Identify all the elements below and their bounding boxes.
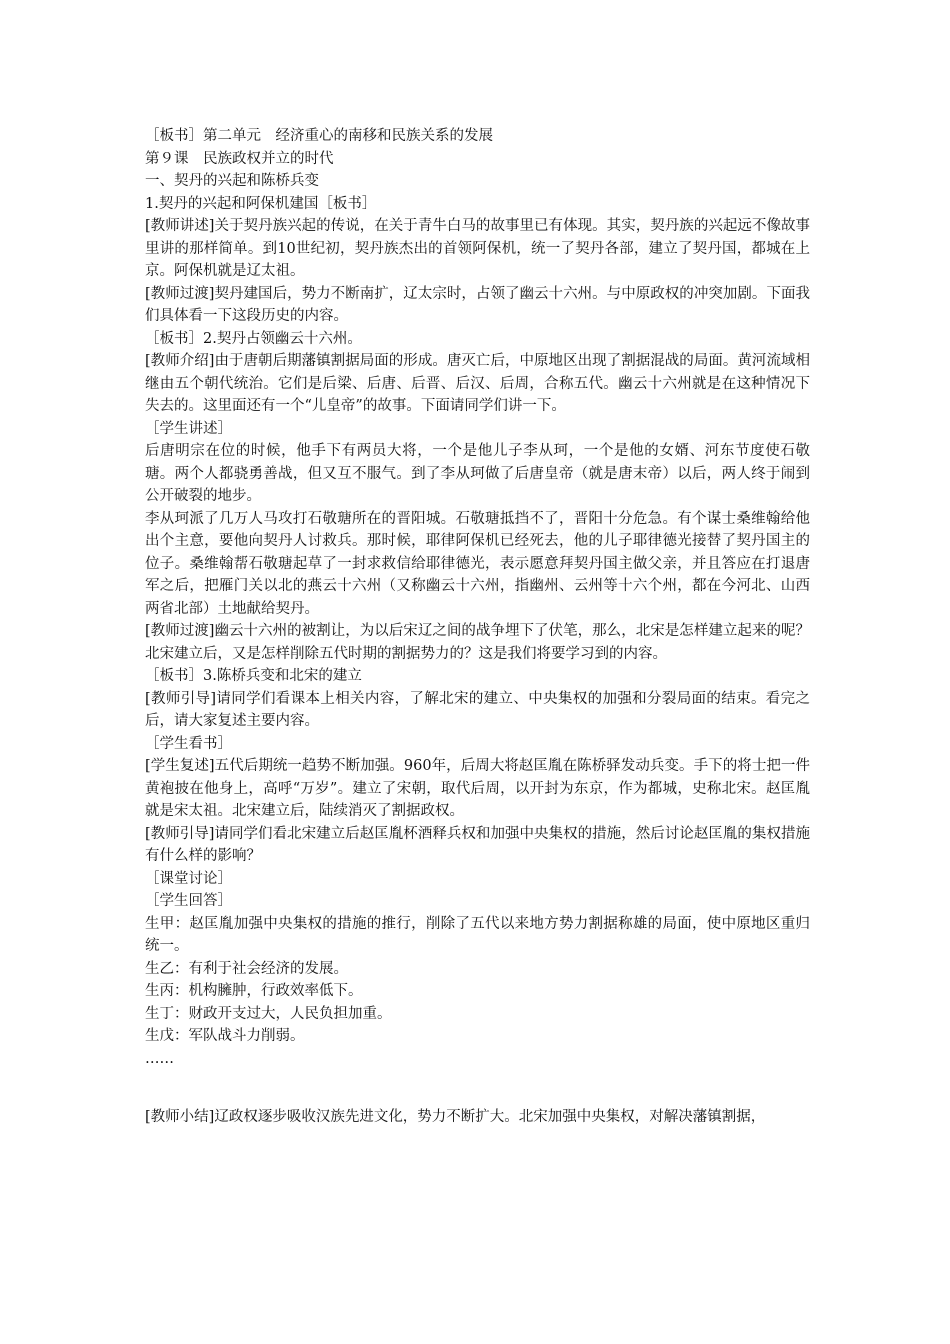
subsection-heading: ［板书］3.陈桥兵变和北宋的建立: [145, 668, 362, 684]
student-answer: 生戊：军队战斗力削弱。: [145, 1028, 305, 1044]
section-heading: 一、契丹的兴起和陈桥兵变: [145, 173, 319, 189]
board-unit-title: ［板书］第二单元 经济重心的南移和民族关系的发展: [145, 128, 493, 144]
teacher-summary: [教师小结]辽政权逐步吸收汉族先进文化，势力不断扩大。北宋加强中央集权，对解决藩镇割据，: [145, 1109, 766, 1125]
paragraph: [教师讲述]关于契丹族兴起的传说，在关于青牛白马的故事里已有体现。其实，契丹族的兴起远不像故事里讲的那样简单。到10世纪初，契丹族杰出的首领阿保机，统一了契丹各部，建立了契丹国，都城在上京。阿保机就是辽太祖。: [145, 218, 810, 279]
student-answer: 生甲：赵匡胤加强中央集权的措施的推行，削除了五代以来地方势力割据称雄的局面，使中原地区重归统一。: [145, 915, 810, 954]
paragraph: [教师过渡]幽云十六州的被割让，为以后宋辽之间的战争埋下了伏笔，那么，北宋是怎样建立起来的呢？北宋建立后，又是怎样削除五代时期的割据势力的？这是我们将要学习到的内容。: [145, 623, 810, 662]
document-page: [145, 125, 810, 1129]
paragraph: [教师引导]请同学们看北宋建立后赵匡胤杯酒释兵权和加强中央集权的措施，然后讨论赵匡胤的集权措施有什么样的影响？: [145, 825, 810, 864]
student-answer: 生乙：有利于社会经济的发展。: [145, 960, 348, 977]
paragraph-label: ［学生讲述］: [145, 420, 232, 437]
paragraph: 李从珂派了几万人马攻打石敬瑭所在的晋阳城。石敬瑭抵挡不了，晋阳十分危急。有个谋士桑维翰给他出个主意，要他向契丹人讨救兵。那时候，耶律阿保机已经死去，他的儿子耶律德光接替了契丹国主的位子。桑维翰帮石敬瑭起草了一封求救信给耶律德光，表示愿意拜契丹国主做父亲，并且答应在打退唐军之后，把雁门关以北的燕云十六州（又称幽云十六州，指幽州、云州等十六个州，都在今河北、山西两省北部）土地献给契丹。: [145, 510, 810, 617]
lesson-title: 第９课 民族政权并立的时代: [145, 150, 334, 167]
subsection-heading: ［板书］2.契丹占领幽云十六州。: [145, 330, 362, 347]
blank-gap: [145, 1070, 810, 1106]
paragraph: [教师介绍]由于唐朝后期藩镇割据局面的形成。唐灭亡后，中原地区出现了割据混战的局面。黄河流域相继由五个朝代统治。它们是后梁、后唐、后晋、后汉、后周，合称五代。幽云十六州就是在这种情况下失去的。这里面还有一个“儿皇帝”的故事。下面请同学们讲一下。: [145, 353, 810, 414]
paragraph: [学生复述]五代后期统一趋势不断加强。960年，后周大将赵匡胤在陈桥驿发动兵变。手下的将士把一件黄袍披在他身上，高呼“万岁”。建立了宋朝，取代后周，以开封为东京，作为都城，史称北宋。赵匡胤就是宋太祖。北宋建立后，陆续消灭了割据政权。: [145, 758, 810, 819]
paragraph-label: ［课堂讨论］: [145, 870, 232, 887]
paragraph-label: ［学生回答］: [145, 893, 232, 909]
student-answer: 生丁：财政开支过大，人民负担加重。: [145, 1005, 392, 1022]
paragraph-label: ［学生看书］: [145, 735, 232, 752]
subsection-heading: 1.契丹的兴起和阿保机建国［板书］: [145, 195, 377, 212]
paragraph: [教师引导]请同学们看课本上相关内容，了解北宋的建立、中央集权的加强和分裂局面的结束。看完之后，请大家复述主要内容。: [145, 690, 810, 729]
student-answer: 生丙：机构臃肿，行政效率低下。: [145, 983, 363, 999]
paragraph: 后唐明宗在位的时候，他手下有两员大将，一个是他儿子李从珂，一个是他的女婿、河东节度使石敬瑭。两个人都骁勇善战，但又互不服气。到了李从珂做了后唐皇帝（就是唐末帝）以后，两人终于闹到公开破裂的地步。: [145, 443, 810, 504]
ellipsis: ……: [145, 1050, 174, 1067]
paragraph: [教师过渡]契丹建国后，势力不断南扩，辽太宗时，占领了幽云十六州。与中原政权的冲突加剧。下面我们具体看一下这段历史的内容。: [145, 285, 810, 324]
